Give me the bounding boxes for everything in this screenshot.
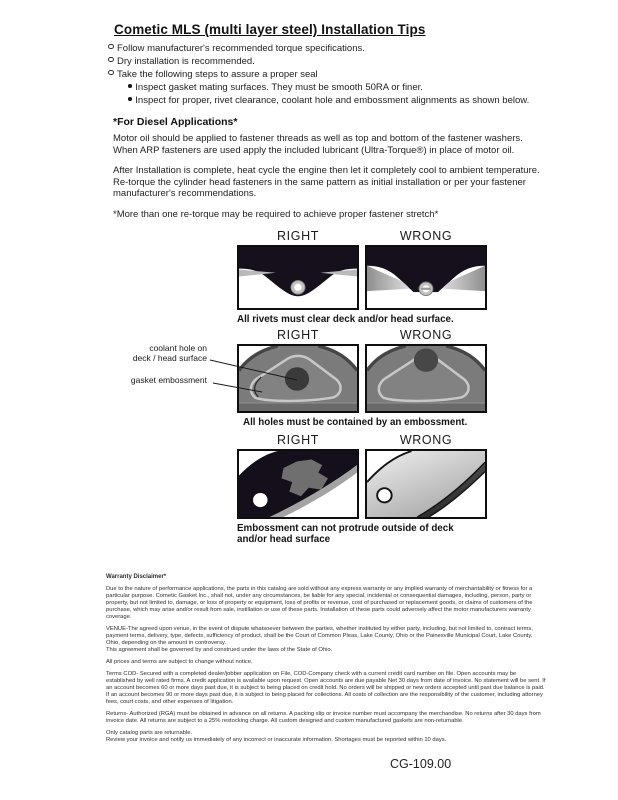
hole-wrong-illustration bbox=[367, 346, 485, 411]
gasket-embossment-annotation bbox=[98, 376, 207, 386]
returnable-line: Only catalog parts are returnable. bbox=[106, 730, 193, 736]
filled-bullet-icon bbox=[128, 84, 132, 88]
wrong-label: WRONG bbox=[399, 328, 453, 342]
embossment-right-illustration bbox=[239, 451, 357, 517]
filled-bullet-icon bbox=[128, 97, 132, 101]
rivet-right-diagram bbox=[237, 245, 359, 310]
returns-paragraph: Returns- Authorized (RGA) must be obtained in advance on all returns. A packing slip or invoice number must accompany the merchandise. No returns after 30 days from invoice date. All returns are subject to a 25% restocking charge. All custom designed and custom manufactured gaskets are non-returnable. bbox=[106, 711, 541, 724]
sub-tip-item bbox=[128, 94, 578, 107]
embossment-wrong-illustration bbox=[367, 451, 485, 517]
governing-law-line: This agreement shall be governed by and construed under the laws of the State of Ohio. bbox=[106, 647, 333, 653]
rivet-right-illustration bbox=[239, 247, 357, 308]
hole-caption: All holes must be contained by an embossment. bbox=[243, 417, 468, 428]
wrong-label: WRONG bbox=[399, 433, 453, 447]
right-label: RIGHT bbox=[277, 433, 319, 447]
hole-wrong-diagram bbox=[365, 344, 487, 413]
retorque-paragraph: After Installation is complete, heat cycle the engine then let it completely cool to ambient temperature. Re-torque the cylinder head fasteners in the same pattern as initial installation or per your fastener manufacturer's recommendations. bbox=[113, 165, 540, 200]
venue-paragraph: VENUE-The agreed upon venue, in the event of dispute whatsoever between the parties, whether instituted by either party, including, but not limited to, contract terms, payment terms, delivery, type, defects, sufficiency of product, shall be the Court of Common Pleas, Lake County, Ohio or the Painesville Municipal Court, Lake County, Ohio, depending on the amount in controversy. bbox=[106, 626, 533, 646]
sub-tip-item bbox=[128, 81, 578, 94]
tip-text: Follow manufacturer's recommended torque specifications. bbox=[117, 43, 365, 54]
sub-tip-text: Inspect for proper, rivet clearance, coolant hole and embossment alignments as shown below. bbox=[135, 95, 530, 106]
coolant-hole-annotation bbox=[110, 344, 207, 363]
annotation-line: gasket embossment bbox=[130, 375, 207, 385]
tip-text: Take the following steps to assure a proper seal bbox=[117, 69, 318, 80]
diesel-heading: *For Diesel Applications* bbox=[113, 116, 238, 128]
coolant-hole-diagram-pair bbox=[237, 328, 489, 428]
open-bullet-icon bbox=[108, 57, 114, 63]
hole-right-illustration bbox=[239, 346, 357, 411]
embossment-caption-line2: and/or head surface bbox=[237, 534, 331, 545]
warranty-heading: Warranty Disclaimer* bbox=[106, 574, 167, 580]
warranty-disclaimer-section bbox=[106, 574, 546, 749]
wrong-label: WRONG bbox=[399, 229, 453, 243]
right-label: RIGHT bbox=[277, 229, 319, 243]
tip-text: Dry installation is recommended. bbox=[117, 56, 255, 67]
tip-item bbox=[108, 68, 578, 81]
rivet-wrong-illustration bbox=[367, 247, 485, 308]
embossment-right-diagram bbox=[237, 449, 359, 519]
terms-paragraph: Terms COD- Secured with a completed dealer/jobber application on File, COD-Company check with a current credit card number on file. Open accounts may be established by well rated firms. A credit application is available upon request. Open accounts are due payable Net 30 days from date of invoice. No statement will be sent. If an account becomes 60 or more days past due, it is subject to being placed on credit hold. No orders will be shipped or new orders accepted until past due balance is paid. If an account becomes 90 or more days past due, it is subject to being placed for collections. All costs of collection are the responsibility of the customer, including attorney fees, court costs, and other expenses of litigation. bbox=[106, 671, 546, 705]
embossment-caption-line1: Embossment can not protrude outside of deck bbox=[237, 523, 454, 534]
rivet-caption: All rivets must clear deck and/or head surface. bbox=[237, 314, 454, 325]
warranty-paragraph: Due to the nature of performance applications, the parts in this catalog are sold without any express warranty or any implied warranty of merchantability or fitness for a particular purpose. Cometic Gasket Inc., shall not, under any circumstances, be liable for any special, incidental or consequential damages, including, person, party or property, but not limited to, damage, or loss of property or equipment, loss of profits or revenue, cost of purchased or replacement goods, or claims of customers of the purchase, which may arise and/or result from sale, instillation or use of these parts. Installation of these parts could adversely affect the motor manufacturers warranty coverage. bbox=[106, 586, 533, 620]
rivet-wrong-diagram bbox=[365, 245, 487, 310]
page-code: CG-109.00 bbox=[390, 757, 452, 771]
diesel-applications-section bbox=[113, 116, 545, 220]
review-invoice-line: Review your invoice and notify us immediately of any incorrect or inaccurate information. Shortages must be reported within 10 days. bbox=[106, 737, 447, 743]
diesel-paragraph: Motor oil should be applied to fastener threads as well as top and bottom of the fastener washers. When ARP fasteners are used apply the included lubricant (Ultra-Torque®) in place of motor oil. bbox=[113, 133, 523, 156]
prices-line: All prices and terms are subject to change without notice. bbox=[106, 659, 253, 665]
open-bullet-icon bbox=[108, 44, 114, 50]
installation-tips-section bbox=[108, 21, 578, 107]
hole-right-diagram bbox=[237, 344, 359, 413]
tip-item bbox=[108, 42, 578, 55]
retorque-note: *More than one re-torque may be required to achieve proper fastener stretch* bbox=[113, 208, 439, 220]
annotation-line: coolant hole on bbox=[149, 343, 207, 353]
embossment-diagram-pair bbox=[237, 433, 489, 545]
rivet-diagram-pair bbox=[237, 229, 489, 325]
annotation-line: deck / head surface bbox=[132, 352, 207, 363]
sub-tip-text: Inspect gasket mating surfaces. They must be smooth 50RA or finer. bbox=[135, 82, 423, 93]
tip-item bbox=[108, 55, 578, 68]
open-bullet-icon bbox=[108, 70, 114, 76]
right-label: RIGHT bbox=[277, 328, 319, 342]
embossment-wrong-diagram bbox=[365, 449, 487, 519]
page-title: Cometic MLS (multi layer steel) Installation Tips bbox=[114, 22, 426, 37]
